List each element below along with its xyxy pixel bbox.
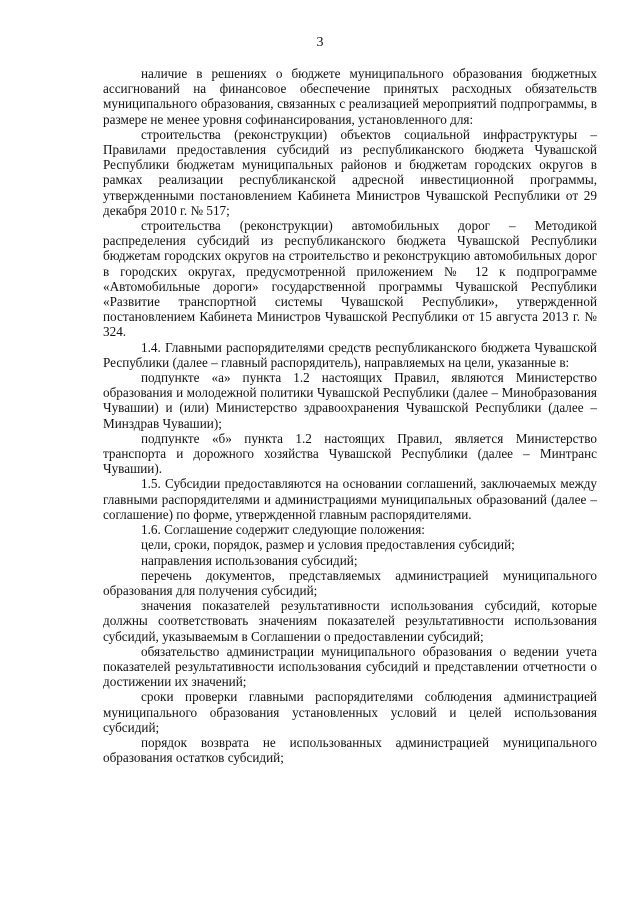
paragraph-road-construction: строительства (реконструкции) автомобильных дорог – Методикой распределения субсидий из республиканского бюджета Чувашской Республики бюджетам городских округов на строительство и реконструкцию автомобильных дорог в городских округах, предусмотренной приложением № 12 к подпрограмме «Автомобильные дороги» государственной программы Чувашской Республики «Развитие транспортной системы Чувашской Республики», утвержденной постановлением Кабинета Министров Чувашской Республики от 15 августа 2013 г. № 324.: [103, 218, 597, 340]
document-body: [103, 66, 597, 765]
paragraph-main-administrators: 1.4. Главными распорядителями средств республиканского бюджета Чувашской Республики (далее – главный распорядитель), направляемых на цели, указанные в:: [103, 339, 597, 370]
list-item-performance-indicators: значения показателей результативности использования субсидий, которые должны соответствовать значениям показателей результативности использования субсидий, указываемым в Соглашении о предоставлении субсидий;: [103, 598, 597, 644]
list-item-directions: направления использования субсидий;: [141, 552, 358, 568]
paragraph-social-infrastructure: строительства (реконструкции) объектов социальной инфраструктуры – Правилами предоставления субсидий из республиканского бюджета Чувашской Республики бюджетам муниципальных районов и бюджетам городских округов в рамках реализации республиканской адресной инвестиционной программы, утвержденными постановлением Кабинета Министров Чувашской Республики от 29 декабря 2010 г. № 517;: [103, 126, 597, 218]
paragraph-subsidy-agreements: 1.5. Субсидии предоставляются на основании соглашений, заключаемых между главными распорядителями и администрациями муниципальных образований (далее – соглашение) по форме, утвержденной главным распорядителями.: [103, 476, 597, 522]
paragraph-agreement-contents: 1.6. Соглашение содержит следующие положения:: [141, 522, 425, 538]
list-item-refund-procedure: порядок возврата не использованных администрацией муниципального образования остатков субсидий;: [103, 734, 597, 766]
paragraph-subpoint-b: подпункте «б» пункта 1.2 настоящих Правил, является Министерство транспорта и дорожного хозяйства Чувашской Республики (далее – Минтранс Чувашии).: [103, 430, 597, 477]
list-item-inspection-terms: сроки проверки главными распорядителями соблюдения администрацией муниципального образования установленных условий и целей использования субсидий;: [103, 689, 597, 735]
paragraph-subpoint-a: подпункте «а» пункта 1.2 настоящих Правил, являются Министерство образования и молодежной политики Чувашской Республики (далее – Минобразования Чувашии) и (или) Министерство здравоохранения Чувашской Республики (далее – Минздрав Чувашии);: [103, 370, 597, 431]
list-item-documents: перечень документов, представляемых администрацией муниципального образования для получения субсидий;: [103, 567, 597, 598]
list-item-accounting-obligation: обязательство администрации муниципального образования о ведении учета показателей результативности использования субсидий и представлении отчетности о достижении их значений;: [103, 643, 597, 690]
list-item-goals-terms: цели, сроки, порядок, размер и условия предоставления субсидий;: [141, 537, 515, 553]
paragraph-budget-allocations: наличие в решениях о бюджете муниципального образования бюджетных ассигнований на финансовое обеспечение принятых расходных обязательств муниципального образования, связанных с реализацией мероприятий подпрограммы, в размере не менее уровня софинансирования, установленного для:: [103, 66, 597, 127]
page-number: 3: [316, 35, 324, 50]
